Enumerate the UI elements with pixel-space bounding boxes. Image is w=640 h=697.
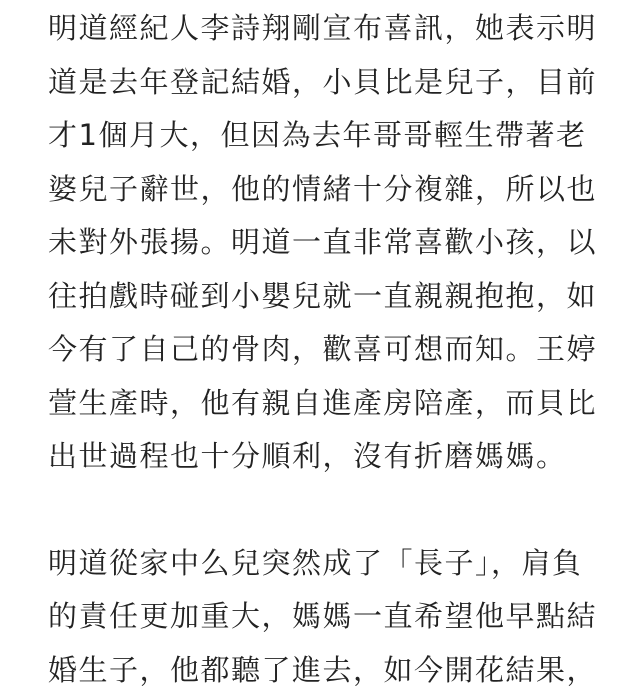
text-line: 明道從家中么兒突然成了「長子」，肩負 [48,537,608,591]
paragraph-1 [48,2,608,484]
text-line: 萱生產時，他有親自進產房陪產，而貝比 [48,377,608,431]
text-line: 出世過程也十分順利，沒有折磨媽媽。 [48,430,608,484]
paragraph-2 [48,537,608,697]
text-line: 才1個月大，但因為去年哥哥輕生帶著老 [48,109,608,163]
article-body [48,2,608,697]
text-line: 婚生子，他都聽了進去，如今開花結果， [48,644,608,697]
text-line: 今有了自己的骨肉，歡喜可想而知。王婷 [48,323,608,377]
text-line: 婆兒子辭世，他的情緒十分複雜，所以也 [48,163,608,217]
text-line: 的責任更加重大，媽媽一直希望他早點結 [48,590,608,644]
text-line: 明道經紀人李詩翔剛宣布喜訊，她表示明 [48,2,608,56]
text-line: 往拍戲時碰到小嬰兒就一直親親抱抱，如 [48,270,608,324]
text-line: 道是去年登記結婚，小貝比是兒子，目前 [48,56,608,110]
text-line: 未對外張揚。明道一直非常喜歡小孩，以 [48,216,608,270]
